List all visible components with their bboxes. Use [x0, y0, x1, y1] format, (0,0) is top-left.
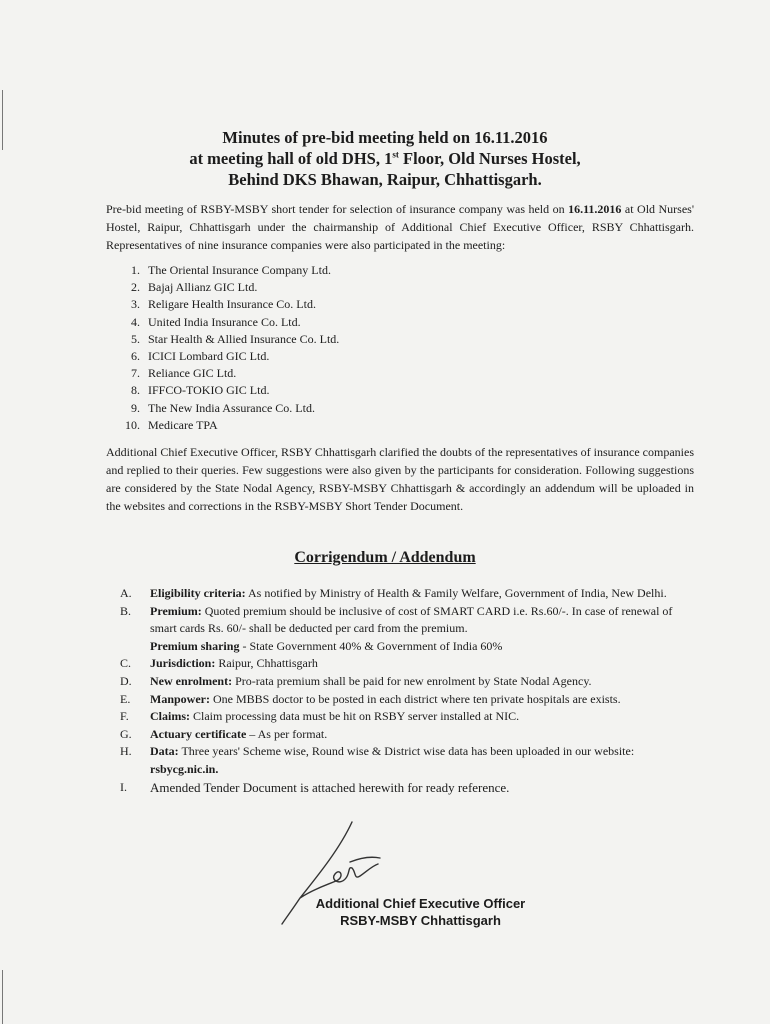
item-text: Three years' Scheme wise, Round wise & District wise data has been uploaded in our website:: [178, 744, 635, 759]
signatory-title: Additional Chief Executive Officer: [315, 896, 526, 911]
list-item: [120, 743, 690, 778]
list-item: [106, 279, 339, 296]
list-number: 6.: [131, 349, 140, 364]
company-name: Reliance GIC Ltd.: [148, 366, 237, 381]
item-sub-text: - State Government 40% & Government of India 60%: [239, 638, 503, 653]
list-item: [106, 348, 339, 365]
corrigendum-list: [120, 585, 690, 796]
item-text: One MBBS doctor to be posted in each district where ten private hospitals are exists.: [210, 691, 621, 706]
list-number: 7.: [131, 366, 140, 381]
list-item: [120, 603, 690, 656]
list-item: [106, 400, 339, 417]
item-letter: H.: [120, 744, 132, 759]
list-item: [106, 262, 339, 279]
item-label: Manpower:: [150, 691, 210, 706]
item-letter: I.: [120, 779, 127, 794]
signatory-organization: RSBY-MSBY Chhattisgarh: [340, 913, 501, 928]
item-text: As notified by Ministry of Health & Family Welfare, Government of India, New Delhi.: [245, 586, 667, 600]
company-name: Religare Health Insurance Co. Ltd.: [148, 297, 316, 312]
item-text: Quoted premium should be inclusive of cost of SMART CARD i.e. Rs.60/-. In case of renewal of smart cards Rs. 60/- shall be deducted per card from the premium.: [150, 603, 673, 636]
list-number: 5.: [131, 331, 140, 346]
intro-text-1: Pre-bid meeting of RSBY-MSBY short tender for selection of insurance company was held on: [106, 202, 569, 216]
title-line-2-sup: st: [392, 149, 399, 160]
scan-edge-mark: [2, 970, 3, 1024]
signatory-block: [313, 895, 528, 929]
intro-text-2: at Old Nurses' Hostel, Raipur, Chhattisgarh under the chairmanship of Additional Chief Executive Officer, RSBY Chhattisgarh. Representatives of nine insurance companies were also participated in the meeting:: [106, 202, 695, 252]
company-name: The Oriental Insurance Company Ltd.: [148, 263, 331, 277]
company-list: [106, 262, 339, 434]
item-letter: E.: [120, 691, 131, 706]
summary-paragraph: Additional Chief Executive Officer, RSBY Chhattisgarh clarified the doubts of the representatives of insurance companies and replied to their queries. Few suggestions were also given by the participants for consideration. Following suggestions are considered by the State Nodal Agency, RSBY-MSBY Chhattisgarh & accordingly an addendum will be uploaded in the websites and corrections in the RSBY-MSBY Short Tender Document.: [106, 445, 694, 513]
list-number: 3.: [131, 297, 140, 312]
list-number: 9.: [131, 400, 140, 415]
title-line-3: Behind DKS Bhawan, Raipur, Chhattisgarh.: [228, 170, 542, 189]
list-item: [106, 296, 339, 313]
item-letter: A.: [120, 586, 132, 600]
list-item: [120, 655, 690, 673]
item-letter: C.: [120, 656, 132, 671]
item-label: New enrolment:: [150, 673, 233, 688]
corrigendum-heading: Corrigendum / Addendum: [294, 549, 476, 566]
item-letter: G.: [120, 726, 132, 741]
item-label: Claims:: [150, 709, 190, 724]
title-line-2: [0, 148, 770, 169]
list-item: [120, 708, 690, 726]
item-letter: F.: [120, 709, 129, 724]
company-name: Star Health & Allied Insurance Co. Ltd.: [148, 331, 340, 346]
list-number: 10.: [125, 417, 140, 432]
intro-paragraph: [106, 200, 694, 254]
list-number: 8.: [131, 383, 140, 398]
item-text: Pro-rata premium shall be paid for new enrolment by State Nodal Agency.: [232, 673, 592, 688]
title-line-1: Minutes of pre-bid meeting held on 16.11.2016: [222, 128, 548, 147]
list-item: [106, 382, 339, 399]
list-number: 1.: [131, 263, 140, 277]
item-letter: B.: [120, 603, 132, 618]
list-number: 2.: [131, 280, 140, 295]
title-line-2-prefix: at meeting hall of old DHS, 1: [189, 149, 393, 168]
list-item: [106, 331, 339, 348]
website-link: rsbycg.nic.in.: [150, 761, 219, 776]
company-name: IFFCO-TOKIO GIC Ltd.: [148, 383, 270, 398]
list-item: [106, 314, 339, 331]
item-text: Raipur, Chhattisgarh: [215, 656, 318, 671]
company-name: ICICI Lombard GIC Ltd.: [148, 349, 270, 364]
page-title: [0, 127, 770, 190]
list-item: [120, 673, 690, 691]
company-name: The New India Assurance Co. Ltd.: [148, 400, 315, 415]
item-text: – As per format.: [246, 726, 328, 741]
company-name: United India Insurance Co. Ltd.: [148, 314, 301, 329]
list-item: [120, 726, 690, 744]
item-text: Claim processing data must be hit on RSBY server installed at NIC.: [190, 709, 520, 724]
title-line-2-suffix: Floor, Old Nurses Hostel,: [398, 149, 581, 168]
item-label: Actuary certificate: [150, 726, 247, 741]
list-item: [120, 779, 690, 797]
item-label: Premium:: [150, 603, 202, 618]
list-number: 4.: [131, 314, 140, 329]
item-letter: D.: [120, 673, 132, 688]
meeting-date: 16.11.2016: [568, 202, 622, 216]
list-item: [120, 691, 690, 709]
scan-edge-mark: [2, 90, 3, 150]
list-item: [120, 585, 690, 603]
company-name: Bajaj Allianz GIC Ltd.: [148, 280, 258, 295]
item-label: Jurisdiction:: [150, 656, 216, 671]
list-item: [106, 365, 339, 382]
item-text: Amended Tender Document is attached herewith for ready reference.: [150, 779, 510, 795]
item-sub-label: Premium sharing: [150, 638, 240, 653]
item-label: Eligibility criteria:: [150, 586, 246, 600]
list-item: [106, 417, 339, 434]
item-label: Data:: [150, 744, 179, 759]
company-name: Medicare TPA: [148, 417, 218, 432]
